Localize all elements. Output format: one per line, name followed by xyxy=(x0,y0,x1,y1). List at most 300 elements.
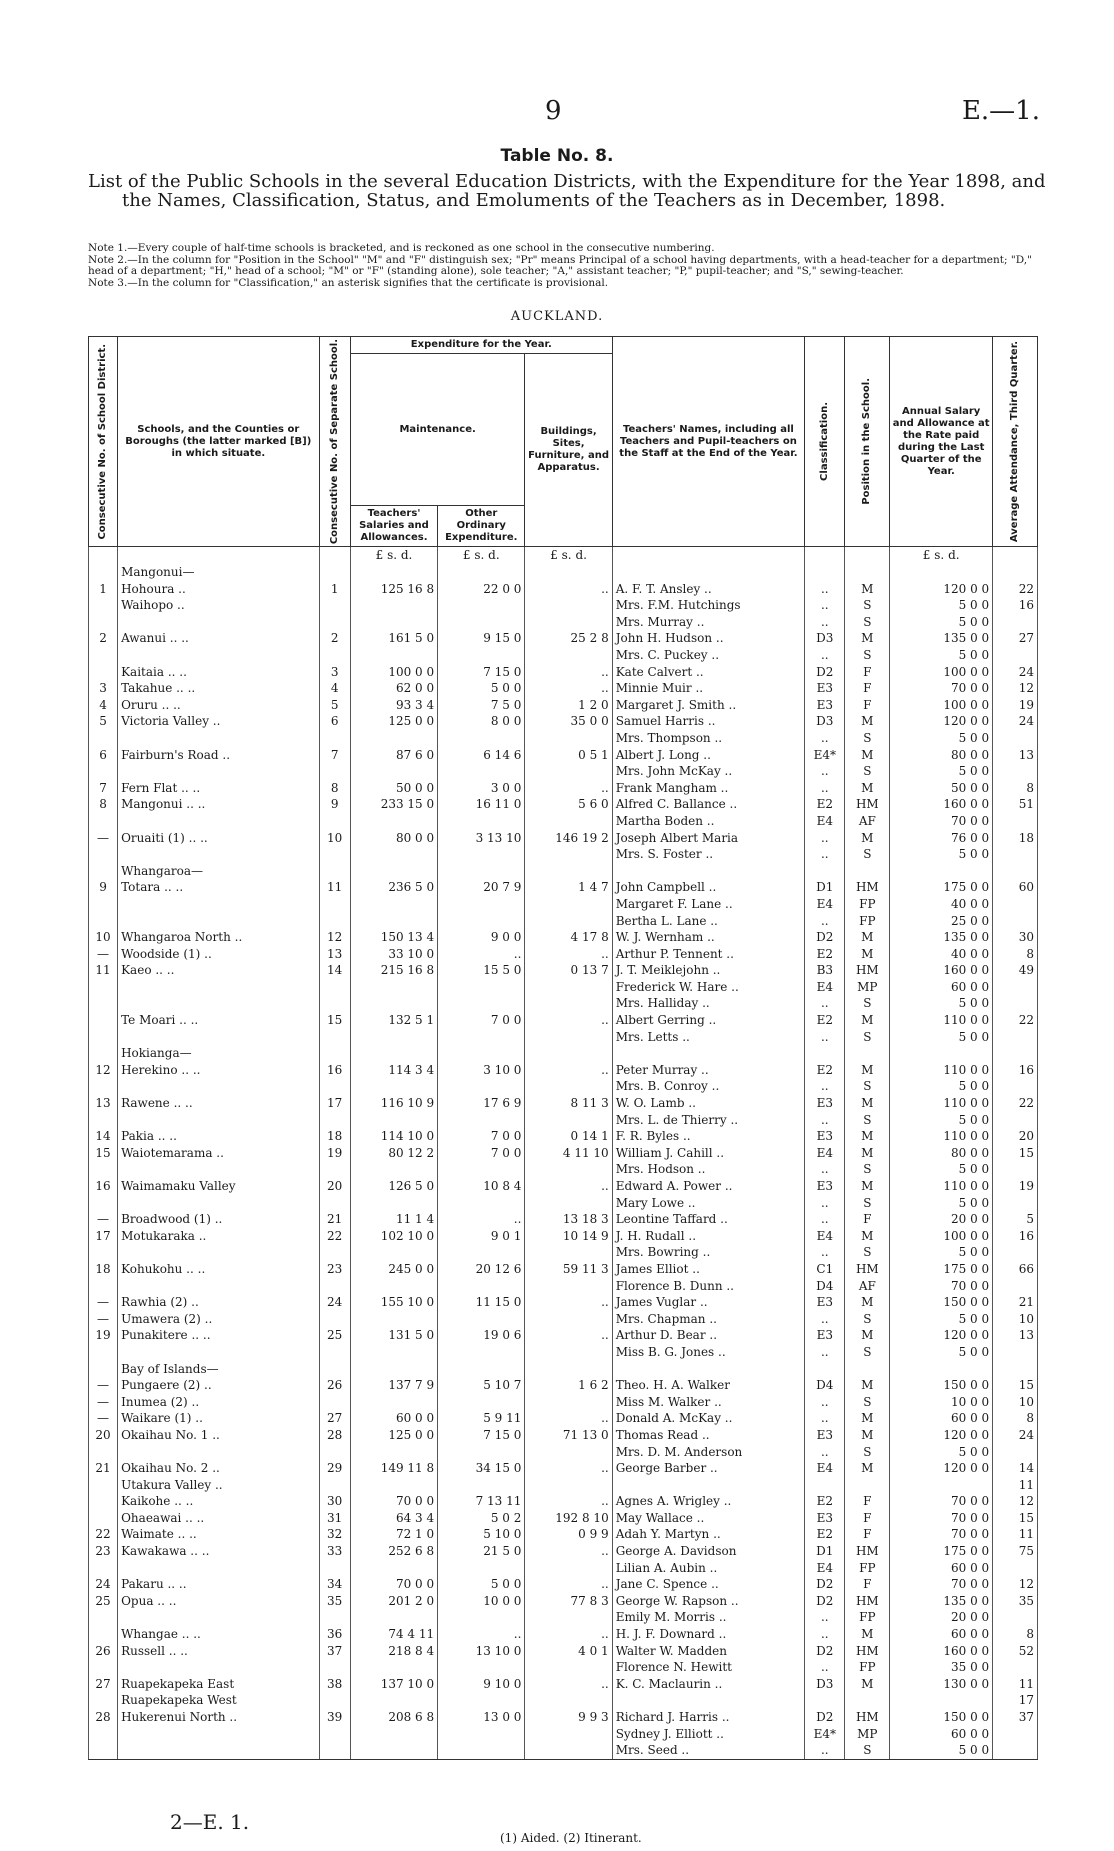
table-row xyxy=(89,1543,1038,1560)
table-cell: 64 3 4 xyxy=(350,1510,437,1527)
table-row xyxy=(89,1228,1038,1245)
table-row xyxy=(89,1377,1038,1394)
table-cell: Hohoura .. xyxy=(118,580,319,597)
table-cell: 146 19 2 xyxy=(525,829,612,846)
table-cell: 5 xyxy=(993,1211,1038,1228)
table-cell: George W. Rapson .. xyxy=(612,1593,804,1610)
table-cell xyxy=(438,1659,525,1676)
table-cell xyxy=(525,1161,612,1178)
table-cell: Ruapekapeka West xyxy=(118,1692,319,1709)
table-cell: 22 0 0 xyxy=(438,580,525,597)
table-cell: .. xyxy=(525,663,612,680)
table-row xyxy=(89,862,1038,879)
table-cell xyxy=(438,1028,525,1045)
table-cell xyxy=(525,1111,612,1128)
table-cell: 120 0 0 xyxy=(890,1327,993,1344)
table-cell: Kaikohe .. .. xyxy=(118,1493,319,1510)
table-cell: E3 xyxy=(805,1095,845,1112)
table-cell xyxy=(890,564,993,581)
unit-label: £ s. d. xyxy=(350,547,437,564)
table-cell: 22 xyxy=(993,580,1038,597)
table-cell: 114 3 4 xyxy=(350,1062,437,1079)
table-cell: 11 xyxy=(993,1476,1038,1493)
table-cell: Adah Y. Martyn .. xyxy=(612,1526,804,1543)
table-cell: Waimate .. .. xyxy=(118,1526,319,1543)
table-cell xyxy=(993,896,1038,913)
table-cell xyxy=(319,1742,350,1759)
table-cell: 5 0 0 xyxy=(890,1028,993,1045)
table-cell: E3 xyxy=(805,1128,845,1145)
note-1: Note 1.—Every couple of half-time schools is bracketed, and is reckoned as one school in the consecutive numbering. xyxy=(88,242,715,254)
table-cell xyxy=(993,1028,1038,1045)
table-cell: James Elliot .. xyxy=(612,1261,804,1278)
table-cell: 125 16 8 xyxy=(350,580,437,597)
table-cell xyxy=(89,1559,118,1576)
table-cell: W. O. Lamb .. xyxy=(612,1095,804,1112)
table-cell: 15 xyxy=(993,1377,1038,1394)
table-cell: George Barber .. xyxy=(612,1460,804,1477)
table-cell: 16 xyxy=(993,1062,1038,1079)
table-cell xyxy=(890,1692,993,1709)
table-cell: M xyxy=(845,1626,890,1643)
table-cell: MP xyxy=(845,979,890,996)
table-cell: 70 0 0 xyxy=(890,1510,993,1527)
table-cell: 11 xyxy=(89,962,118,979)
unit-label: £ s. d. xyxy=(525,547,612,564)
table-cell xyxy=(438,597,525,614)
table-cell xyxy=(319,1443,350,1460)
table-cell xyxy=(438,1310,525,1327)
table-cell: 135 0 0 xyxy=(890,630,993,647)
table-cell xyxy=(319,846,350,863)
table-cell: 7 0 0 xyxy=(438,1145,525,1162)
table-cell: 114 10 0 xyxy=(350,1128,437,1145)
table-cell: 208 6 8 xyxy=(350,1709,437,1726)
table-cell: 6 xyxy=(319,713,350,730)
table-cell xyxy=(350,912,437,929)
table-cell: — xyxy=(89,1211,118,1228)
table-cell xyxy=(438,763,525,780)
table-cell xyxy=(89,647,118,664)
table-cell: M xyxy=(845,829,890,846)
table-cell: 132 5 1 xyxy=(350,1012,437,1029)
table-cell: Kawakawa .. .. xyxy=(118,1543,319,1560)
page-number: 9 xyxy=(545,96,562,126)
table-cell: Mary Lowe .. xyxy=(612,1194,804,1211)
table-cell: Richard J. Harris .. xyxy=(612,1709,804,1726)
table-cell: 59 11 3 xyxy=(525,1261,612,1278)
table-cell: Mrs. C. Puckey .. xyxy=(612,647,804,664)
table-cell: 60 0 0 xyxy=(890,1725,993,1742)
table-cell xyxy=(525,979,612,996)
table-cell xyxy=(525,1360,612,1377)
table-cell: 13 xyxy=(319,945,350,962)
table-cell: .. xyxy=(525,680,612,697)
table-cell: 25 0 0 xyxy=(890,912,993,929)
table-cell xyxy=(438,1692,525,1709)
table-cell xyxy=(993,1742,1038,1759)
table-cell: 23 xyxy=(319,1261,350,1278)
table-cell: .. xyxy=(438,1626,525,1643)
table-row xyxy=(89,1676,1038,1693)
table-cell: 8 xyxy=(993,1626,1038,1643)
table-cell: S xyxy=(845,846,890,863)
table-cell xyxy=(612,1045,804,1062)
table-cell: Mrs. Seed .. xyxy=(612,1742,804,1759)
table-cell xyxy=(118,846,319,863)
table-cell: 11 1 4 xyxy=(350,1211,437,1228)
table-cell: D1 xyxy=(805,879,845,896)
table-cell xyxy=(118,647,319,664)
table-cell: Theo. H. A. Walker xyxy=(612,1377,804,1394)
table-cell: E4 xyxy=(805,1228,845,1245)
table-cell: M xyxy=(845,929,890,946)
table-cell: Margaret J. Smith .. xyxy=(612,697,804,714)
table-cell: 8 0 0 xyxy=(438,713,525,730)
table-cell xyxy=(350,1194,437,1211)
table-cell xyxy=(89,1012,118,1029)
table-cell xyxy=(350,1028,437,1045)
table-cell: 160 0 0 xyxy=(890,962,993,979)
table-cell xyxy=(993,1194,1038,1211)
table-cell: 137 10 0 xyxy=(350,1676,437,1693)
table-cell: 3 0 0 xyxy=(438,779,525,796)
table-cell: HM xyxy=(845,796,890,813)
table-cell: .. xyxy=(525,1676,612,1693)
table-cell: 6 xyxy=(89,746,118,763)
table-row xyxy=(89,1526,1038,1543)
table-cell: Mrs. John McKay .. xyxy=(612,763,804,780)
col-attendance: Average Attendance, Third Quarter. xyxy=(993,337,1038,547)
table-cell: 8 xyxy=(89,796,118,813)
table-cell: Waikare (1) .. xyxy=(118,1410,319,1427)
table-cell: 62 0 0 xyxy=(350,680,437,697)
table-row xyxy=(89,730,1038,747)
table-cell: Fairburn's Road .. xyxy=(118,746,319,763)
table-cell: 5 0 0 xyxy=(890,1194,993,1211)
table-cell: 3 xyxy=(89,680,118,697)
table-cell: 12 xyxy=(89,1062,118,1079)
table-cell: 5 0 0 xyxy=(890,1742,993,1759)
col-sep: Consecutive No. of Separate School. xyxy=(319,337,350,547)
table-cell: 10 14 9 xyxy=(525,1228,612,1245)
table-cell: 30 xyxy=(319,1493,350,1510)
table-cell: — xyxy=(89,1393,118,1410)
table-row xyxy=(89,647,1038,664)
table-cell: 70 0 0 xyxy=(350,1493,437,1510)
table-cell xyxy=(319,1277,350,1294)
table-row xyxy=(89,1078,1038,1095)
table-cell xyxy=(118,763,319,780)
table-cell xyxy=(319,912,350,929)
table-cell xyxy=(319,1111,350,1128)
table-cell xyxy=(525,597,612,614)
table-row xyxy=(89,1194,1038,1211)
table-cell: 252 6 8 xyxy=(350,1543,437,1560)
table-cell: 2 xyxy=(319,630,350,647)
table-cell: 7 15 0 xyxy=(438,1427,525,1444)
table-cell: 5 0 0 xyxy=(890,1161,993,1178)
table-cell: Okaihau No. 1 .. xyxy=(118,1427,319,1444)
table-cell: M xyxy=(845,630,890,647)
table-row xyxy=(89,962,1038,979)
table-cell: 28 xyxy=(319,1427,350,1444)
table-cell: S xyxy=(845,597,890,614)
table-cell: 9 15 0 xyxy=(438,630,525,647)
table-cell: Ohaeawai .. .. xyxy=(118,1510,319,1527)
table-row xyxy=(89,1310,1038,1327)
table-cell xyxy=(993,813,1038,830)
table-cell: .. xyxy=(525,580,612,597)
table-cell: Mrs. Halliday .. xyxy=(612,995,804,1012)
table-cell: 60 0 0 xyxy=(890,1626,993,1643)
col-consec: Consecutive No. of School District. xyxy=(89,337,118,547)
table-cell: 13 xyxy=(89,1095,118,1112)
table-row xyxy=(89,1045,1038,1062)
table-cell: Woodside (1) .. xyxy=(118,945,319,962)
table-cell: 34 xyxy=(319,1576,350,1593)
table-cell: S xyxy=(845,1443,890,1460)
table-cell: 10 0 0 xyxy=(890,1393,993,1410)
table-cell: 5 6 0 xyxy=(525,796,612,813)
table-cell: Samuel Harris .. xyxy=(612,713,804,730)
table-cell: 150 0 0 xyxy=(890,1294,993,1311)
table-cell: 5 0 0 xyxy=(438,1576,525,1593)
table-cell: 24 xyxy=(993,663,1038,680)
table-cell: 19 xyxy=(319,1145,350,1162)
table-cell xyxy=(438,564,525,581)
table-cell: 35 0 0 xyxy=(890,1659,993,1676)
table-cell xyxy=(319,1194,350,1211)
table-cell xyxy=(525,730,612,747)
table-cell: D3 xyxy=(805,713,845,730)
table-cell: 51 xyxy=(993,796,1038,813)
table-row xyxy=(89,1012,1038,1029)
table-cell: M xyxy=(845,1460,890,1477)
table-cell: S xyxy=(845,1742,890,1759)
table-cell: — xyxy=(89,1377,118,1394)
table-row xyxy=(89,1410,1038,1427)
table-cell: 5 9 11 xyxy=(438,1410,525,1427)
table-cell xyxy=(89,1111,118,1128)
table-row xyxy=(89,1294,1038,1311)
table-cell: 60 0 0 xyxy=(350,1410,437,1427)
table-cell: 5 0 0 xyxy=(890,763,993,780)
table-cell: Pakia .. .. xyxy=(118,1128,319,1145)
table-cell xyxy=(319,1559,350,1576)
table-cell: .. xyxy=(805,647,845,664)
table-cell: 4 0 1 xyxy=(525,1642,612,1659)
table-cell: E4 xyxy=(805,813,845,830)
table-cell: .. xyxy=(805,1211,845,1228)
table-cell xyxy=(845,564,890,581)
table-cell: FP xyxy=(845,1609,890,1626)
table-cell: E3 xyxy=(805,1427,845,1444)
table-cell: 5 0 0 xyxy=(890,995,993,1012)
table-cell xyxy=(89,1692,118,1709)
table-cell: M xyxy=(845,1178,890,1195)
table-row xyxy=(89,1642,1038,1659)
table-row xyxy=(89,1709,1038,1726)
table-cell: 11 xyxy=(993,1526,1038,1543)
table-cell: .. xyxy=(805,1244,845,1261)
table-cell: 5 0 0 xyxy=(890,1310,993,1327)
table-cell xyxy=(319,647,350,664)
table-row xyxy=(89,1460,1038,1477)
table-row xyxy=(89,929,1038,946)
table-cell xyxy=(612,564,804,581)
table-cell: 70 0 0 xyxy=(890,680,993,697)
signature: 2—E. 1. xyxy=(170,1810,250,1834)
table-cell: .. xyxy=(805,1443,845,1460)
table-cell: 74 4 11 xyxy=(350,1626,437,1643)
table-cell xyxy=(350,1310,437,1327)
table-cell: .. xyxy=(438,1211,525,1228)
table-cell xyxy=(319,1078,350,1095)
table-cell xyxy=(319,896,350,913)
table-cell xyxy=(89,813,118,830)
table-cell: 36 xyxy=(319,1626,350,1643)
table-cell: 27 xyxy=(319,1410,350,1427)
table-cell: 32 xyxy=(319,1526,350,1543)
table-cell xyxy=(350,1659,437,1676)
table-cell xyxy=(438,1111,525,1128)
table-cell: 70 0 0 xyxy=(350,1576,437,1593)
table-cell: Jane C. Spence .. xyxy=(612,1576,804,1593)
table-cell: 17 xyxy=(89,1228,118,1245)
table-cell: 215 16 8 xyxy=(350,962,437,979)
table-row xyxy=(89,1244,1038,1261)
table-row xyxy=(89,564,1038,581)
table-cell xyxy=(438,846,525,863)
table-cell: .. xyxy=(805,912,845,929)
table-row xyxy=(89,995,1038,1012)
table-cell: 1 xyxy=(319,580,350,597)
table-cell xyxy=(89,1725,118,1742)
table-cell: Florence N. Hewitt xyxy=(612,1659,804,1676)
table-row xyxy=(89,896,1038,913)
table-cell: 77 8 3 xyxy=(525,1593,612,1610)
table-cell: Bertha L. Lane .. xyxy=(612,912,804,929)
table-row xyxy=(89,813,1038,830)
table-cell: 24 xyxy=(993,713,1038,730)
table-cell xyxy=(319,730,350,747)
table-cell xyxy=(890,1045,993,1062)
table-cell xyxy=(89,1493,118,1510)
table-cell: 160 0 0 xyxy=(890,796,993,813)
table-cell: .. xyxy=(525,1327,612,1344)
table-cell xyxy=(845,862,890,879)
table-cell xyxy=(993,1559,1038,1576)
table-cell xyxy=(993,1111,1038,1128)
table-cell xyxy=(350,1161,437,1178)
unit-label: £ s. d. xyxy=(890,547,993,564)
table-cell xyxy=(89,1443,118,1460)
table-cell: 52 xyxy=(993,1642,1038,1659)
table-cell xyxy=(319,1161,350,1178)
table-cell: James Vuglar .. xyxy=(612,1294,804,1311)
table-cell: D4 xyxy=(805,1377,845,1394)
table-cell: Whangaroa North .. xyxy=(118,929,319,946)
table-cell: Mrs. L. de Thierry .. xyxy=(612,1111,804,1128)
table-cell: E3 xyxy=(805,697,845,714)
table-cell: E2 xyxy=(805,796,845,813)
table-cell: Albert J. Long .. xyxy=(612,746,804,763)
table-cell: 160 0 0 xyxy=(890,1642,993,1659)
table-cell xyxy=(89,597,118,614)
table-cell xyxy=(438,1344,525,1361)
table-cell xyxy=(350,730,437,747)
table-cell: 20 0 0 xyxy=(890,1211,993,1228)
table-cell: 22 xyxy=(319,1228,350,1245)
table-cell: 9 0 0 xyxy=(438,929,525,946)
table-cell: 21 xyxy=(319,1211,350,1228)
table-cell: .. xyxy=(805,1393,845,1410)
table-cell: 60 0 0 xyxy=(890,1559,993,1576)
table-cell xyxy=(525,846,612,863)
table-cell: Donald A. McKay .. xyxy=(612,1410,804,1427)
table-cell xyxy=(118,730,319,747)
table-title: Table No. 8. xyxy=(500,146,614,166)
table-cell: S xyxy=(845,1078,890,1095)
table-cell xyxy=(993,647,1038,664)
table-cell: 20 0 0 xyxy=(890,1609,993,1626)
table-cell: 75 xyxy=(993,1543,1038,1560)
table-cell: .. xyxy=(805,1028,845,1045)
table-cell: 8 xyxy=(993,945,1038,962)
table-cell: Mrs. B. Conroy .. xyxy=(612,1078,804,1095)
table-cell: 14 xyxy=(89,1128,118,1145)
table-cell xyxy=(118,1443,319,1460)
table-cell xyxy=(525,1609,612,1626)
table-cell: Florence B. Dunn .. xyxy=(612,1277,804,1294)
table-cell xyxy=(612,862,804,879)
table-row xyxy=(89,1161,1038,1178)
table-cell: M xyxy=(845,1062,890,1079)
table-cell: 1 6 2 xyxy=(525,1377,612,1394)
table-cell xyxy=(118,1659,319,1676)
table-cell xyxy=(89,862,118,879)
table-cell: 5 0 0 xyxy=(890,597,993,614)
table-cell xyxy=(319,614,350,631)
table-cell xyxy=(438,1194,525,1211)
table-cell: .. xyxy=(525,1294,612,1311)
table-cell: S xyxy=(845,1028,890,1045)
table-cell: Oruaiti (1) .. .. xyxy=(118,829,319,846)
table-cell: 4 17 8 xyxy=(525,929,612,946)
table-cell xyxy=(438,862,525,879)
table-cell: 5 0 2 xyxy=(438,1510,525,1527)
table-cell: F xyxy=(845,663,890,680)
table-row xyxy=(89,1725,1038,1742)
table-cell: Mrs. S. Foster .. xyxy=(612,846,804,863)
table-cell xyxy=(438,1559,525,1576)
table-cell: 13 10 0 xyxy=(438,1642,525,1659)
table-cell: .. xyxy=(805,1609,845,1626)
table-cell xyxy=(525,1742,612,1759)
table-cell: H. J. F. Downard .. xyxy=(612,1626,804,1643)
table-cell xyxy=(438,1725,525,1742)
table-cell: .. xyxy=(805,1410,845,1427)
table-cell xyxy=(89,896,118,913)
table-cell: George A. Davidson xyxy=(612,1543,804,1560)
table-cell xyxy=(993,1078,1038,1095)
table-cell: M xyxy=(845,1327,890,1344)
table-cell: S xyxy=(845,1310,890,1327)
col-buildings: Buildings, Sites, Furniture, and Apparatus. xyxy=(525,354,612,547)
table-cell xyxy=(525,862,612,879)
table-row xyxy=(89,746,1038,763)
